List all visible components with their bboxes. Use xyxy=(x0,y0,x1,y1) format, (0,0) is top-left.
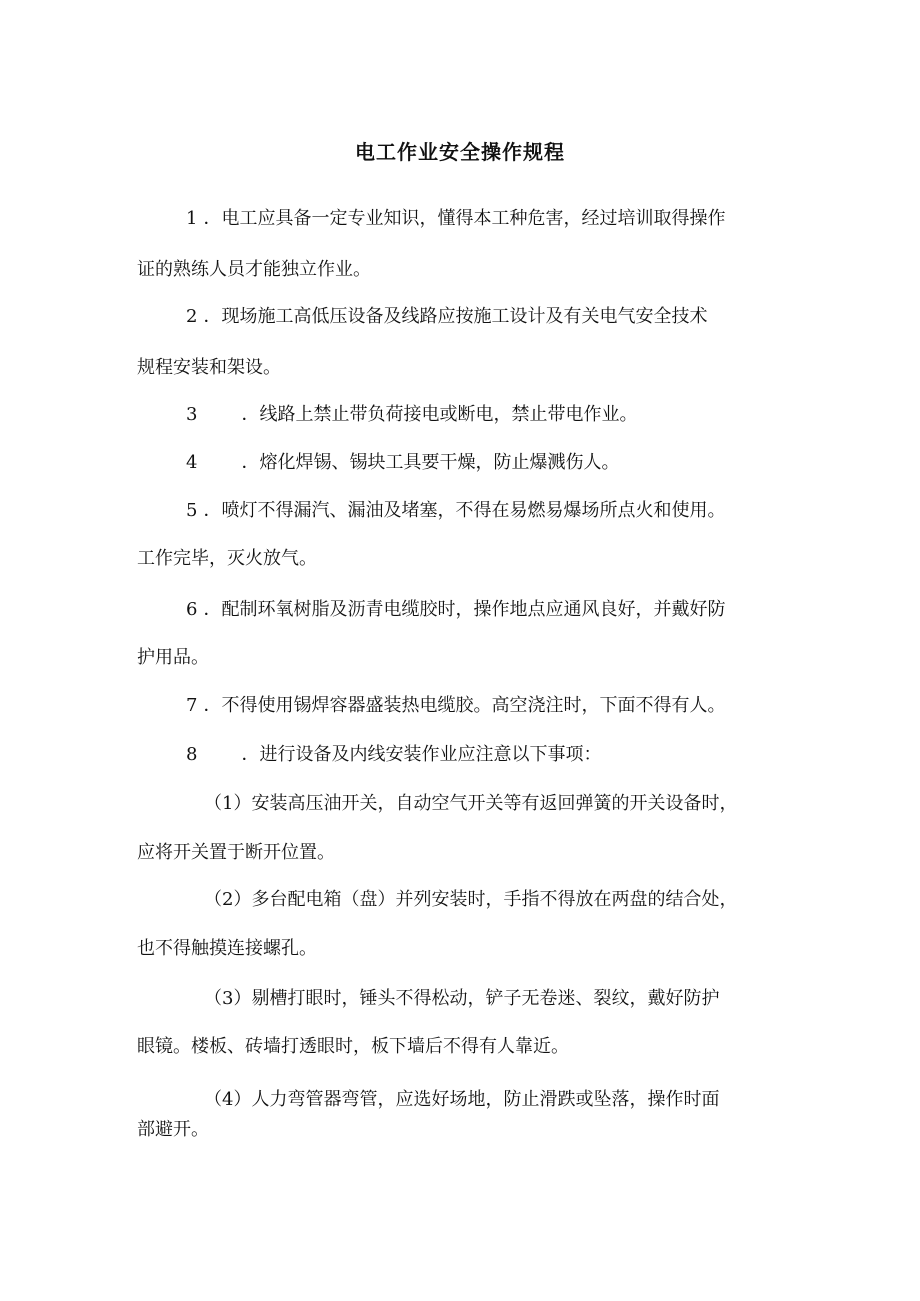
page-title: 电工作业安全操作规程 xyxy=(355,140,565,164)
list-item-6-continuation: 护用品。 xyxy=(137,647,209,668)
item-number: 1 xyxy=(186,208,198,229)
item-number: 5 xyxy=(186,500,198,521)
list-item-1 xyxy=(186,206,725,232)
item-number: 7 xyxy=(186,695,198,716)
item-text: ．现场施工高低压设备及线路应按施工设计及有关电气安全技术 xyxy=(203,306,708,327)
list-item-7 xyxy=(186,693,725,719)
item-text: ．电工应具备一定专业知识，懂得本工种危害，经过培训取得操作 xyxy=(203,208,726,229)
item-number: 6 xyxy=(186,599,198,620)
item-text: ．配制环氧树脂及沥青电缆胶时，操作地点应通风良好，并戴好防 xyxy=(203,599,726,620)
sub-item-3-continuation: 眼镜。楼板、砖墙打透眼时，板下墙后不得有人靠近。 xyxy=(137,1036,569,1057)
list-item-6 xyxy=(186,597,725,623)
list-item-2-continuation: 规程安装和架设。 xyxy=(137,357,281,378)
item-number: 3 xyxy=(186,404,198,425)
sub-item-4-continuation: 部避开。 xyxy=(137,1119,209,1140)
sub-item-2: （2）多台配电箱（盘）并列安装时，手指不得放在两盘的结合处， xyxy=(204,889,738,910)
sub-item-1-continuation: 应将开关置于断开位置。 xyxy=(137,842,335,863)
item-number: 2 xyxy=(186,306,198,327)
list-item-2 xyxy=(186,304,707,330)
list-item-4 xyxy=(186,450,619,476)
item-number: 4 xyxy=(186,452,198,473)
item-text: ．喷灯不得漏汽、漏油及堵塞，不得在易燃易爆场所点火和使用。 xyxy=(203,500,726,521)
sub-item-3: （3）剔槽打眼时，锤头不得松动，铲子无卷迷、裂纹，戴好防护 xyxy=(204,988,720,1009)
item-number: 8 xyxy=(186,744,198,765)
sub-item-4: （4）人力弯管器弯管，应选好场地，防止滑跌或坠落，操作时面 xyxy=(204,1089,720,1110)
item-text: ．熔化焊锡、锡块工具要干燥，防止爆溅伤人。 xyxy=(241,452,620,473)
list-item-5 xyxy=(186,498,725,524)
list-item-3 xyxy=(186,402,637,428)
item-text: ．不得使用锡焊容器盛装热电缆胶。高空浇注时，下面不得有人。 xyxy=(203,695,726,716)
item-text: ．线路上禁止带负荷接电或断电，禁止带电作业。 xyxy=(241,404,638,425)
sub-item-2-continuation: 也不得触摸连接螺孔。 xyxy=(137,938,317,959)
list-item-5-continuation: 工作完毕，灭火放气。 xyxy=(137,548,317,569)
sub-item-1: （1）安装高压油开关，自动空气开关等有返回弹簧的开关设备时， xyxy=(204,793,738,814)
list-item-1-continuation: 证的熟练人员才能独立作业。 xyxy=(137,259,371,280)
item-text: ．进行设备及内线安装作业应注意以下事项： xyxy=(241,744,602,765)
list-item-8 xyxy=(186,742,601,768)
